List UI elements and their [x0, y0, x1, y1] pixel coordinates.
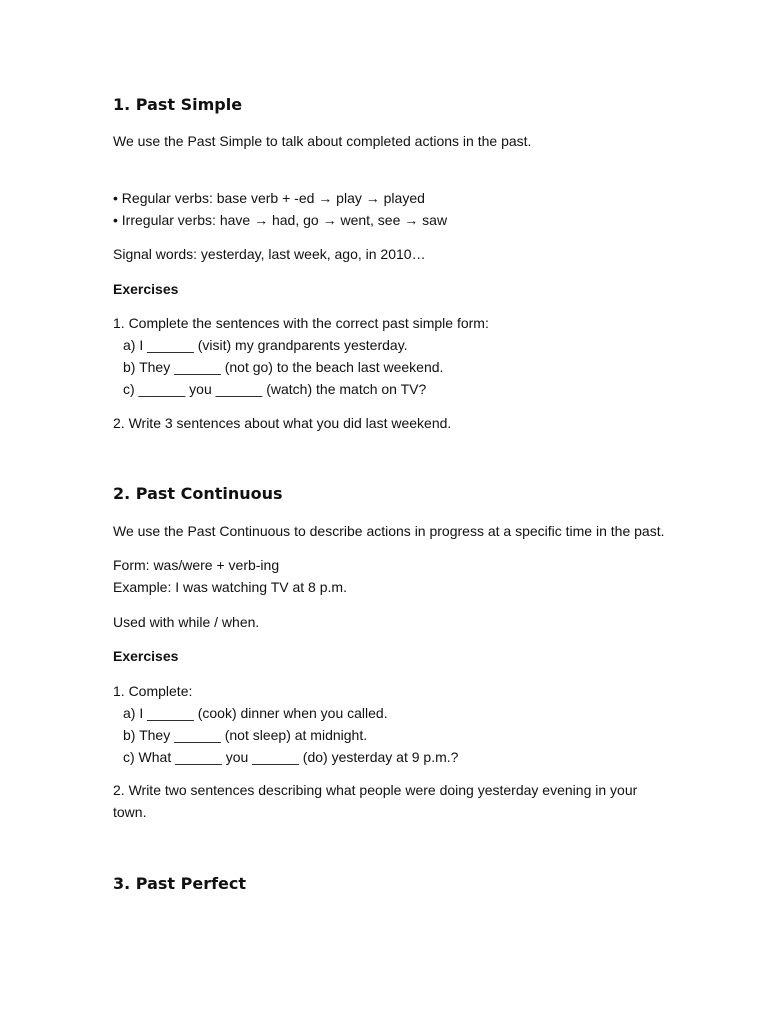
exercise-item: a) I ______ (visit) my grandparents yesterday.	[123, 337, 408, 353]
example-sentence: Example: I was watching TV at 8 p.m.	[113, 579, 347, 595]
rule-bullet: • Regular verbs: base verb + -ed → play → played	[113, 190, 425, 206]
exercise-2: 2. Write 3 sentences about what you did last weekend.	[113, 415, 452, 431]
exercise-item: b) They ______ (not sleep) at midnight.	[123, 727, 368, 743]
exercises-heading: Exercises	[113, 281, 179, 297]
exercise-item: b) They ______ (not go) to the beach last weekend.	[123, 359, 444, 375]
exercise-item: c) ______ you ______ (watch) the match on TV?	[123, 381, 427, 397]
exercise-1	[113, 312, 673, 400]
exercise-2: 2. Write two sentences describing what people were doing yesterday evening in your town.	[113, 782, 638, 820]
rule-bullet: • Irregular verbs: have → had, go → went, see → saw	[113, 212, 448, 228]
exercise-item: a) I ______ (cook) dinner when you called.	[123, 705, 388, 721]
signal-words: Signal words: yesterday, last week, ago, in 2010…	[113, 246, 426, 262]
section-intro: We use the Past Simple to talk about completed actions in the past.	[113, 133, 532, 149]
form-rule: Form: was/were + verb-ing	[113, 557, 280, 573]
section-intro: We use the Past Continuous to describe actions in progress at a specific time in the past.	[113, 523, 665, 539]
rules-list	[113, 187, 673, 231]
exercise-1	[113, 680, 673, 768]
exercises-heading: Exercises	[113, 648, 179, 664]
exercise-title: 1. Complete the sentences with the correct past simple form:	[113, 315, 489, 331]
section-heading-past-simple: 1. Past Simple	[113, 95, 243, 114]
section-heading-past-perfect: 3. Past Perfect	[113, 874, 247, 893]
form-block	[113, 554, 673, 598]
usage-note: Used with while / when.	[113, 614, 260, 630]
section-heading-past-continuous: 2. Past Continuous	[113, 484, 283, 503]
exercise-item: c) What ______ you ______ (do) yesterday at 9 p.m.?	[123, 749, 459, 765]
exercise-title: 1. Complete:	[113, 683, 193, 699]
